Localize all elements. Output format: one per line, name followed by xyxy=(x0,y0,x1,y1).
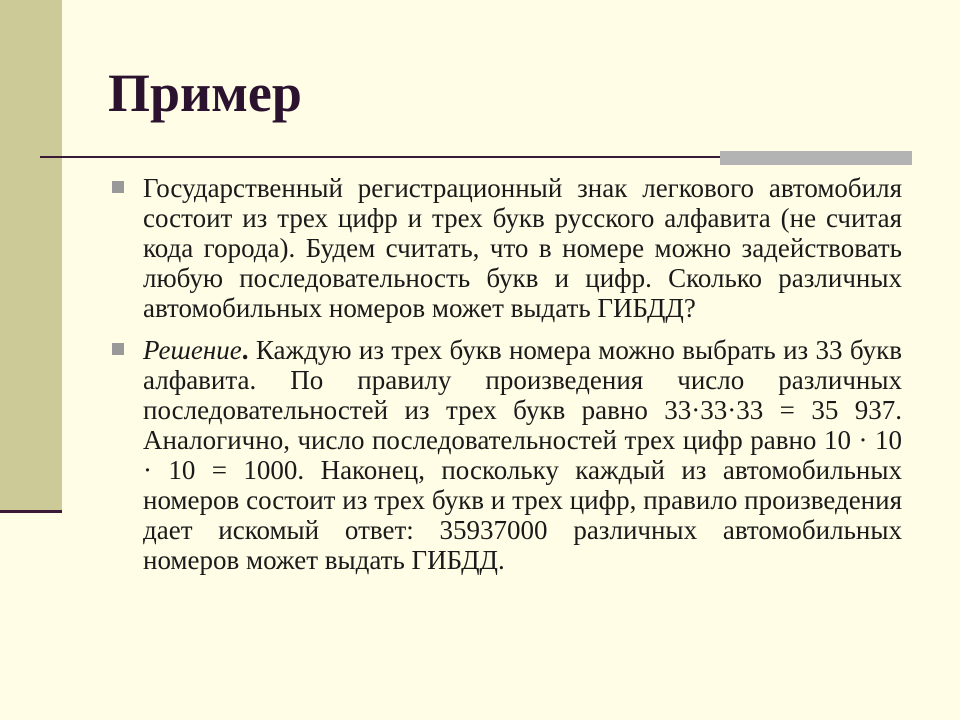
slide-content xyxy=(110,173,902,587)
square-bullet-icon xyxy=(112,343,124,355)
square-bullet-icon xyxy=(112,181,124,193)
title-divider-accent xyxy=(720,151,912,165)
list-item-solution xyxy=(110,335,902,575)
list-item-problem xyxy=(110,173,902,323)
solution-text: Каждую из трех букв номера можно выбрать из 33 букв алфавита. По правилу произведения число различных последовательностей из трех букв равно 33·33·33 = 35 937. Аналогично, число последовательностей трех цифр равно 10 · 10 · 10 = 1000. Наконец, поскольку каждый из автомобильных номеров состоит из трех букв и трех цифр, правило произведения дает искомый ответ: 35937000 различных автомобильных номеров может выдать ГИБДД. xyxy=(143,335,902,575)
slide-title: Пример xyxy=(108,63,302,123)
solution-label: Решение xyxy=(143,335,242,365)
solution-label-dot: . xyxy=(241,335,249,365)
left-decor-band xyxy=(0,0,62,510)
problem-text: Государственный регистрационный знак легкового автомобиля состоит из трех цифр и трех букв русского алфавита (не считая кода города). Будем считать, что в номере можно задействовать любую последовательность букв и цифр. Сколько различных автомобильных номеров может выдать ГИБДД? xyxy=(143,173,902,323)
left-decor-rule xyxy=(0,510,62,513)
